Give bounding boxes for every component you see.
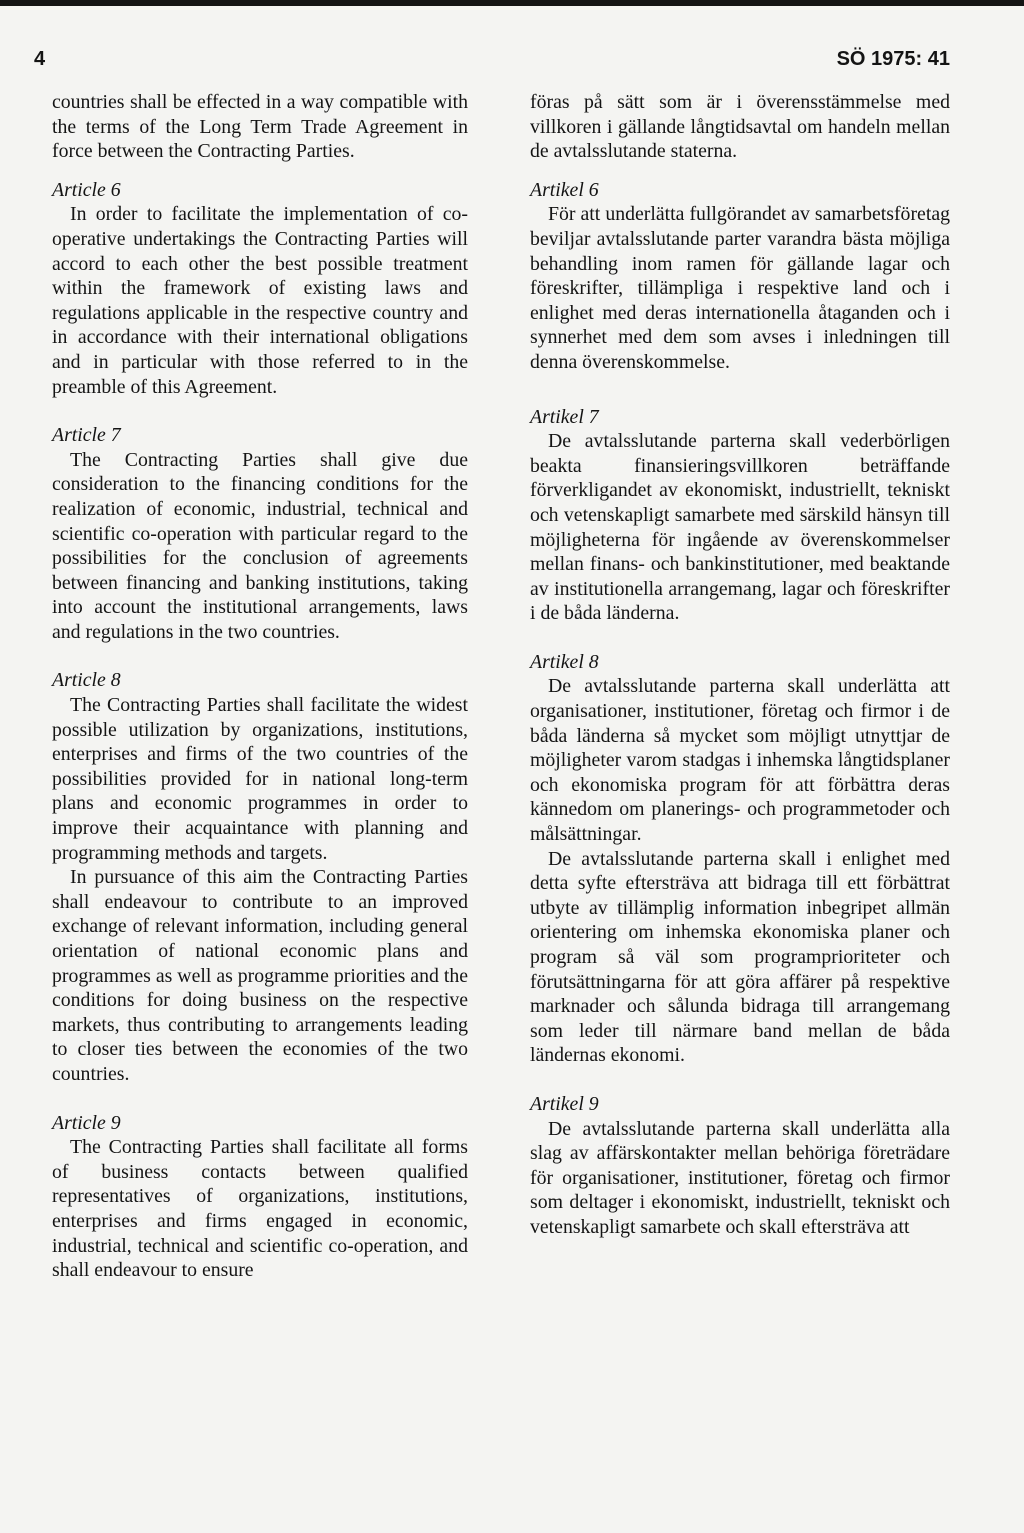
english-article-8-paragraph-2: In pursuance of this aim the Contracting Parties shall endeavour to contribute to an improved exchange of relevant information, including general orientation of national economic plans and programmes as well as programme priorities and the conditions for doing business on the respective markets, thus contributing to arrangements leading to closer ties between the economies of the two countries. <box>52 866 468 1085</box>
english-article-7-heading: Article 7 <box>52 424 121 447</box>
english-article-7-paragraph: The Contracting Parties shall give due consideration to the financing conditions for the realization of economic, industrial, technical and scientific co-operation with particular regard to the possibilities for the conclusion of agreements between financing and banking institutions, taking into account the institutional arrangements, laws and regulations in the two countries. <box>52 448 468 643</box>
english-article-6-heading: Article 6 <box>52 178 121 201</box>
english-article-8-heading: Article 8 <box>52 669 121 692</box>
swedish-article-6-heading: Artikel 6 <box>530 178 599 201</box>
swedish-article-8-paragraph-2: De avtalsslutande parterna skall i enlighet med detta syfte eftersträva att bidraga till ett förbättrat utbyte av tillämplig information inbegripet allmän orientering om inhemska ekonomiska planer och program så väl som programprioriteter och förutsättningarna för att göra affärer på respektive marknader och sålunda bidraga till arrangemang som leder till närmare band mellan de båda ländernas ekonomi. <box>530 847 950 1067</box>
swedish-article-6-paragraph: För att underlätta fullgörandet av samarbetsföretag beviljar avtalsslutande parter varandra bästa möjliga behandling inom ramen för gällande lagar och föreskrifter, tillämpliga i respektive land och i enlighet med deras internationella åtaganden och i synnerhet med dem som avses i inledningen till denna överenskommelse. <box>530 203 950 373</box>
swedish-article-7-heading: Artikel 7 <box>530 405 599 428</box>
swedish-intro-paragraph: föras på sätt som är i överensstämmelse med villkoren i gällande långtidsavtal om handeln mellan de avtalsslutande staterna. <box>530 91 950 163</box>
english-intro-paragraph: countries shall be effected in a way compatible with the terms of the Long Term Trade Agreement in force between the Contracting Parties. <box>52 91 468 163</box>
document-reference: SÖ 1975: 41 <box>836 48 950 70</box>
swedish-article-9-paragraph: De avtalsslutande parterna skall underlätta alla slag av affärskontakter mellan behöriga företrädare för organisationer, institutioner, företag och firmor som deltager i ekonomiskt, industriellt, tekniskt och vetenskapligt samarbete och skall eftersträva att <box>530 1117 950 1238</box>
swedish-article-8-paragraph-1: De avtalsslutande parterna skall underlätta att organisationer, institutioner, företag och firmor i de båda länderna så mycket som möjligt utnyttjar de möjligheter varom stadgas i inhemska långtidsplaner och ekonomiska program för att förbättra deras kännedom om planerings- och programmetoder och målsättningar. <box>530 675 950 846</box>
swedish-article-9-heading: Artikel 9 <box>530 1092 599 1115</box>
english-article-8-paragraph-1: The Contracting Parties shall facilitate the widest possible utilization by organizations, institutions, enterprises and firms of the two countries of the possibilities provided for in national long-term plans and economic programmes in order to improve their acquaintance with planning and programming methods and targets. <box>52 694 468 864</box>
english-article-9-paragraph: The Contracting Parties shall facilitate all forms of business contacts between qualified representatives of organizations, institutions, enterprises and firms engaged in economic, industrial, technical and scientific co-operation, and shall endeavour to ensure <box>52 1136 468 1282</box>
english-article-6-paragraph: In order to facilitate the implementation of co-operative undertakings the Contracting Parties will accord to each other the best possible treatment within the framework of existing laws and regulations applicable in the respective country and in accordance with their international obligations and in particular with those referred to in the preamble of this Agreement. <box>52 203 468 398</box>
swedish-column <box>530 90 950 1240</box>
page-number: 4 <box>34 48 46 70</box>
swedish-article-8-heading: Artikel 8 <box>530 650 599 673</box>
swedish-article-7-paragraph: De avtalsslutande parterna skall vederbörligen beakta finansieringsvillkoren beträffande förverkligandet av ekonomiskt, industriellt, tekniskt och vetenskapligt samarbete med särskild hänsyn till möjligheterna för ingående av överenskommelser mellan finans- och bankinstitutioner, med beaktande av institutionella arrangemang, lagar och föreskrifter i de båda länderna. <box>530 430 950 625</box>
english-column <box>52 90 468 1283</box>
english-article-9-heading: Article 9 <box>52 1111 121 1134</box>
